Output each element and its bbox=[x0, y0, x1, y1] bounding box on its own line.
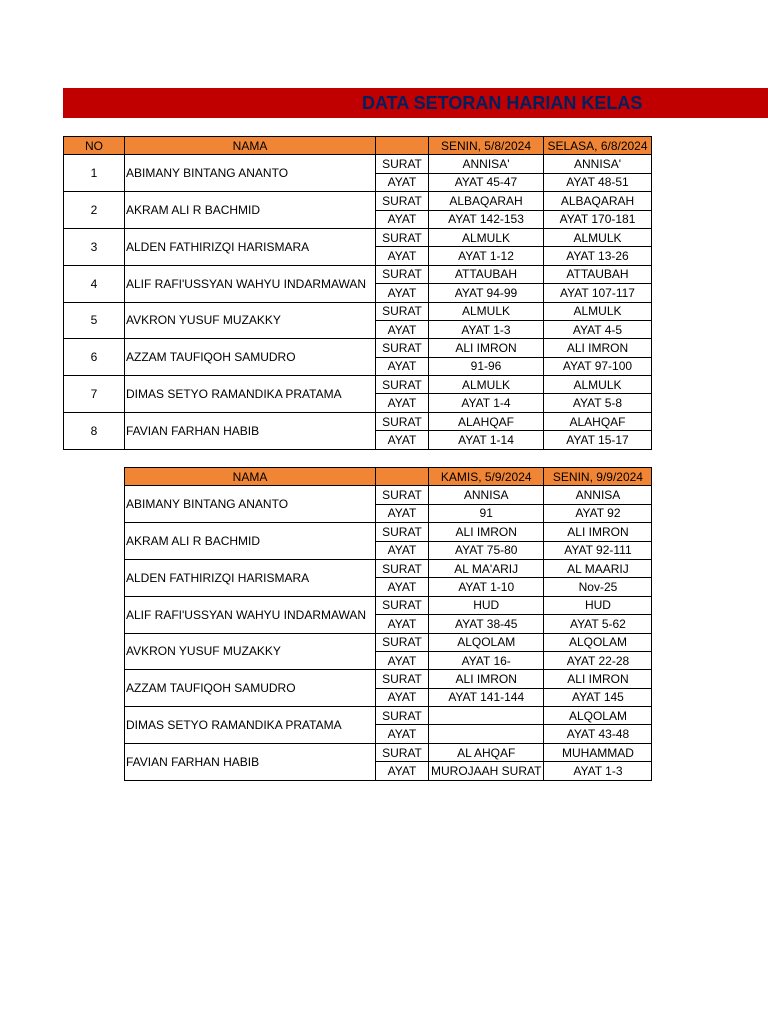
header-day2: SELASA, 6/8/2024 bbox=[544, 137, 652, 155]
day1-ayat: 91 bbox=[429, 504, 544, 522]
student-name: ALDEN FATHIRIZQI HARISMARA bbox=[125, 559, 376, 596]
day1-ayat bbox=[429, 725, 544, 743]
setoran-table-august bbox=[63, 136, 652, 450]
ayat-label: AYAT bbox=[376, 320, 429, 338]
day2-surat: ANNISA' bbox=[544, 155, 652, 173]
ayat-label: AYAT bbox=[376, 357, 429, 375]
table-row-surat bbox=[64, 265, 652, 283]
table-row-surat bbox=[64, 302, 652, 320]
day2-ayat: AYAT 22-28 bbox=[544, 651, 652, 669]
day1-surat: ALI IMRON bbox=[429, 670, 544, 688]
row-number: 8 bbox=[64, 412, 125, 449]
day1-ayat: AYAT 141-144 bbox=[429, 688, 544, 706]
ayat-label: AYAT bbox=[376, 688, 429, 706]
day1-surat: ATTAUBAH bbox=[429, 265, 544, 283]
day2-surat: ANNISA bbox=[544, 486, 652, 504]
day2-surat: ALBAQARAH bbox=[544, 192, 652, 210]
day2-ayat: AYAT 13-26 bbox=[544, 247, 652, 265]
day1-ayat: AYAT 75-80 bbox=[429, 541, 544, 559]
table-row-surat bbox=[125, 486, 652, 504]
day2-ayat: AYAT 97-100 bbox=[544, 357, 652, 375]
day1-surat: ALI IMRON bbox=[429, 523, 544, 541]
ayat-label: AYAT bbox=[376, 431, 429, 449]
row-number: 4 bbox=[64, 265, 125, 302]
day2-ayat: AYAT 48-51 bbox=[544, 173, 652, 191]
header-type bbox=[376, 468, 429, 486]
student-name: ALIF RAFI'USSYAN WAHYU INDARMAWAN bbox=[125, 265, 376, 302]
day1-ayat: AYAT 1-4 bbox=[429, 394, 544, 412]
table-row-surat bbox=[64, 192, 652, 210]
header-day2: SENIN, 9/9/2024 bbox=[544, 468, 652, 486]
table-row-surat bbox=[125, 670, 652, 688]
header-nama: NAMA bbox=[125, 137, 376, 155]
day1-surat: HUD bbox=[429, 596, 544, 614]
day2-ayat: AYAT 145 bbox=[544, 688, 652, 706]
row-number: 6 bbox=[64, 339, 125, 376]
day2-ayat: AYAT 43-48 bbox=[544, 725, 652, 743]
table-row-surat bbox=[125, 743, 652, 761]
day2-ayat: AYAT 92-111 bbox=[544, 541, 652, 559]
student-name: FAVIAN FARHAN HABIB bbox=[125, 743, 376, 780]
day2-ayat: AYAT 92 bbox=[544, 504, 652, 522]
row-number: 3 bbox=[64, 228, 125, 265]
day1-surat: AL MA'ARIJ bbox=[429, 559, 544, 577]
row-number: 1 bbox=[64, 155, 125, 192]
ayat-label: AYAT bbox=[376, 284, 429, 302]
surat-label: SURAT bbox=[376, 486, 429, 504]
row-number: 2 bbox=[64, 192, 125, 229]
surat-label: SURAT bbox=[376, 302, 429, 320]
day1-ayat: AYAT 1-3 bbox=[429, 320, 544, 338]
day2-ayat: AYAT 5-62 bbox=[544, 615, 652, 633]
day2-ayat: AYAT 1-3 bbox=[544, 762, 652, 780]
day1-ayat: 91-96 bbox=[429, 357, 544, 375]
day1-ayat: AYAT 16- bbox=[429, 651, 544, 669]
ayat-label: AYAT bbox=[376, 504, 429, 522]
student-name: AKRAM ALI R BACHMID bbox=[125, 192, 376, 229]
student-name: AVKRON YUSUF MUZAKKY bbox=[125, 302, 376, 339]
surat-label: SURAT bbox=[376, 633, 429, 651]
ayat-label: AYAT bbox=[376, 541, 429, 559]
day2-ayat: Nov-25 bbox=[544, 578, 652, 596]
day1-ayat: MUROJAAH SURAT bbox=[429, 762, 544, 780]
day1-surat: ALMULK bbox=[429, 302, 544, 320]
day2-surat: ALAHQAF bbox=[544, 412, 652, 430]
ayat-label: AYAT bbox=[376, 651, 429, 669]
surat-label: SURAT bbox=[376, 707, 429, 725]
setoran-table-september bbox=[124, 467, 652, 781]
day2-ayat: AYAT 15-17 bbox=[544, 431, 652, 449]
table-row-surat bbox=[64, 412, 652, 430]
day1-surat: ALBAQARAH bbox=[429, 192, 544, 210]
day2-surat: ALQOLAM bbox=[544, 633, 652, 651]
ayat-label: AYAT bbox=[376, 394, 429, 412]
day2-surat: ALI IMRON bbox=[544, 523, 652, 541]
ayat-label: AYAT bbox=[376, 247, 429, 265]
surat-label: SURAT bbox=[376, 596, 429, 614]
surat-label: SURAT bbox=[376, 559, 429, 577]
day1-surat: ALMULK bbox=[429, 376, 544, 394]
day2-ayat: AYAT 170-181 bbox=[544, 210, 652, 228]
ayat-label: AYAT bbox=[376, 762, 429, 780]
student-name: ABIMANY BINTANG ANANTO bbox=[125, 155, 376, 192]
surat-label: SURAT bbox=[376, 523, 429, 541]
table-row-surat bbox=[125, 559, 652, 577]
student-name: DIMAS SETYO RAMANDIKA PRATAMA bbox=[125, 707, 376, 744]
day1-ayat: AYAT 94-99 bbox=[429, 284, 544, 302]
surat-label: SURAT bbox=[376, 339, 429, 357]
row-number: 7 bbox=[64, 376, 125, 413]
day1-surat: ALAHQAF bbox=[429, 412, 544, 430]
day1-ayat: AYAT 45-47 bbox=[429, 173, 544, 191]
ayat-label: AYAT bbox=[376, 578, 429, 596]
table-row-surat bbox=[125, 523, 652, 541]
day1-surat: ANNISA bbox=[429, 486, 544, 504]
day1-ayat: AYAT 38-45 bbox=[429, 615, 544, 633]
header-day1: KAMIS, 5/9/2024 bbox=[429, 468, 544, 486]
student-name: ALDEN FATHIRIZQI HARISMARA bbox=[125, 228, 376, 265]
day2-surat: ALI IMRON bbox=[544, 339, 652, 357]
day2-surat: ALMULK bbox=[544, 302, 652, 320]
table-row-surat bbox=[64, 339, 652, 357]
day2-surat: HUD bbox=[544, 596, 652, 614]
table-row-surat bbox=[64, 376, 652, 394]
day1-surat bbox=[429, 707, 544, 725]
day2-surat: ATTAUBAH bbox=[544, 265, 652, 283]
header-type bbox=[376, 137, 429, 155]
day2-surat: ALI IMRON bbox=[544, 670, 652, 688]
day2-surat: ALMULK bbox=[544, 376, 652, 394]
day1-surat: AL AHQAF bbox=[429, 743, 544, 761]
student-name: AZZAM TAUFIQOH SAMUDRO bbox=[125, 670, 376, 707]
day1-surat: ALMULK bbox=[429, 228, 544, 246]
day2-surat: ALMULK bbox=[544, 228, 652, 246]
ayat-label: AYAT bbox=[376, 173, 429, 191]
header-no: NO bbox=[64, 137, 125, 155]
day2-surat: AL MAARIJ bbox=[544, 559, 652, 577]
student-name: ALIF RAFI'USSYAN WAHYU INDARMAWAN bbox=[125, 596, 376, 633]
day2-surat: ALQOLAM bbox=[544, 707, 652, 725]
day2-ayat: AYAT 107-117 bbox=[544, 284, 652, 302]
header-nama: NAMA bbox=[125, 468, 376, 486]
day2-surat: MUHAMMAD bbox=[544, 743, 652, 761]
student-name: AKRAM ALI R BACHMID bbox=[125, 523, 376, 560]
ayat-label: AYAT bbox=[376, 210, 429, 228]
table-row-surat bbox=[125, 596, 652, 614]
page-title: DATA SETORAN HARIAN KELAS bbox=[362, 93, 643, 113]
day2-ayat: AYAT 5-8 bbox=[544, 394, 652, 412]
table-row-surat bbox=[125, 633, 652, 651]
day1-ayat: AYAT 1-12 bbox=[429, 247, 544, 265]
surat-label: SURAT bbox=[376, 412, 429, 430]
table-row-surat bbox=[125, 707, 652, 725]
day1-ayat: AYAT 142-153 bbox=[429, 210, 544, 228]
table-row-surat bbox=[64, 228, 652, 246]
ayat-label: AYAT bbox=[376, 615, 429, 633]
student-name: AVKRON YUSUF MUZAKKY bbox=[125, 633, 376, 670]
student-name: DIMAS SETYO RAMANDIKA PRATAMA bbox=[125, 376, 376, 413]
ayat-label: AYAT bbox=[376, 725, 429, 743]
day1-surat: ALQOLAM bbox=[429, 633, 544, 651]
day1-surat: ALI IMRON bbox=[429, 339, 544, 357]
day2-ayat: AYAT 4-5 bbox=[544, 320, 652, 338]
surat-label: SURAT bbox=[376, 265, 429, 283]
day1-ayat: AYAT 1-14 bbox=[429, 431, 544, 449]
table-header-row bbox=[64, 137, 652, 155]
header-day1: SENIN, 5/8/2024 bbox=[429, 137, 544, 155]
surat-label: SURAT bbox=[376, 228, 429, 246]
table-header-row bbox=[125, 468, 652, 486]
row-number: 5 bbox=[64, 302, 125, 339]
surat-label: SURAT bbox=[376, 192, 429, 210]
surat-label: SURAT bbox=[376, 155, 429, 173]
surat-label: SURAT bbox=[376, 670, 429, 688]
day1-surat: ANNISA' bbox=[429, 155, 544, 173]
student-name: FAVIAN FARHAN HABIB bbox=[125, 412, 376, 449]
student-name: ABIMANY BINTANG ANANTO bbox=[125, 486, 376, 523]
surat-label: SURAT bbox=[376, 376, 429, 394]
table-row-surat bbox=[64, 155, 652, 173]
day1-ayat: AYAT 1-10 bbox=[429, 578, 544, 596]
student-name: AZZAM TAUFIQOH SAMUDRO bbox=[125, 339, 376, 376]
surat-label: SURAT bbox=[376, 743, 429, 761]
